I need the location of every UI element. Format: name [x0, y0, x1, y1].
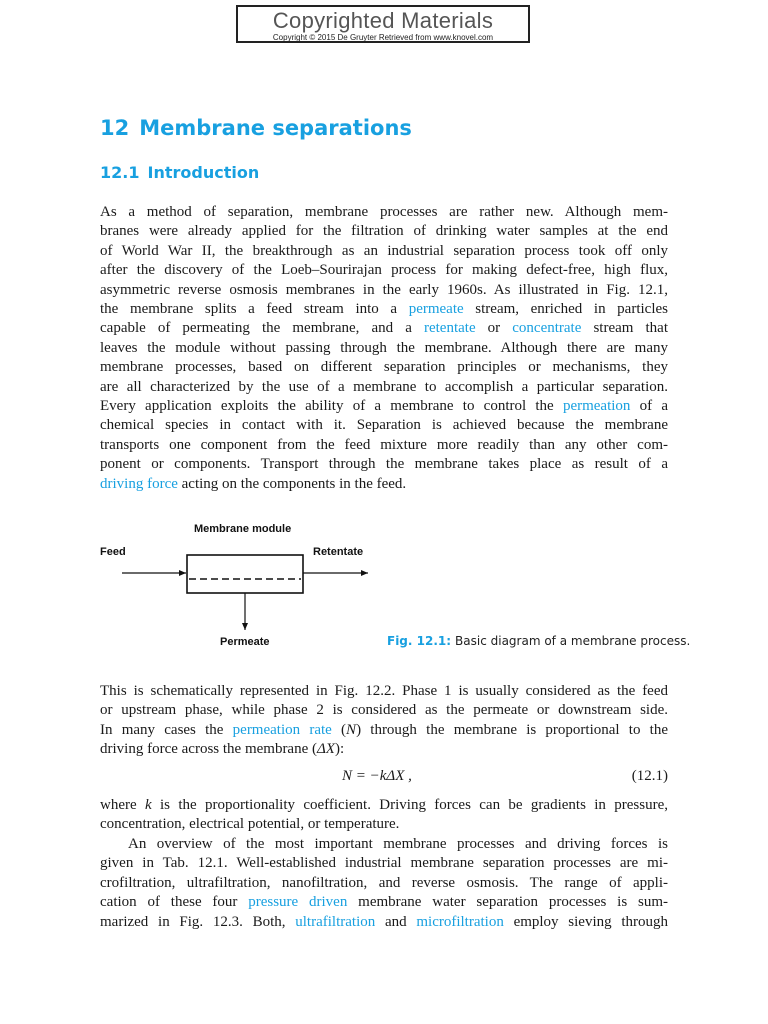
term-link: permeation [562, 398, 631, 415]
overview-paragraph [100, 835, 668, 932]
text-line: marized in Fig. 12.3. Both, ultrafiltration and microfiltration employ sieving through [100, 913, 668, 930]
equation-body: N = −kΔX , [342, 768, 412, 784]
membrane-diagram-svg [95, 515, 395, 655]
chapter-title: Membrane separations [139, 116, 412, 140]
section-number: 12.1 [100, 163, 140, 182]
text-line: asymmetric reverse osmosis membranes in the early 1960s. As illustrated in Fig. 12.1, [100, 281, 668, 298]
text-line: driving force acting on the components in the feed. [100, 475, 407, 492]
text-line: This is schematically represented in Fig. 12.2. Phase 1 is usually considered as the feed [100, 683, 668, 699]
equation-number: (12.1) [631, 768, 668, 784]
term-link: ultrafiltration [295, 913, 376, 930]
text-line: chemical species in contact with it. Separation is achieved because the membrane [100, 417, 668, 434]
text-line: capable of permeating the membrane, and a retentate or concentrate stream that [100, 320, 668, 337]
stamp-subtitle: Copyright © 2015 De Gruyter Retrieved from www.knovel.com [272, 33, 494, 42]
text-line: ponent or components. Transport through the membrane takes place as result of a [100, 456, 668, 473]
caption-number: Fig. 12.1: [387, 634, 452, 648]
text-line: driving force across the membrane (ΔX): [100, 741, 345, 758]
copyright-stamp [236, 5, 530, 43]
text-line: after the discovery of the Loeb–Sourirajan process for making defect-free, high flux, [100, 262, 668, 279]
retentate-label: Retentate [313, 546, 364, 558]
text-line: given in Tab. 12.1. Well-established industrial membrane separation processes are mi- [100, 855, 668, 872]
text-line: are all characterized by the use of a membrane to accomplish a particular separation. [100, 378, 668, 395]
coefficient-paragraph [100, 796, 668, 835]
term-link: retentate [423, 320, 476, 337]
text-line: In many cases the permeation rate (N) through the membrane is proportional to the [100, 721, 669, 738]
text-line: Every application exploits the ability of a membrane to control the permeation of a [100, 398, 669, 415]
text-line: the membrane splits a feed stream into a permeate stream, enriched in particles [100, 301, 668, 318]
text-line: transports one component from the feed mixture more readily than any other com- [100, 436, 668, 453]
term-link: microfiltration [416, 913, 504, 930]
schematic-paragraph [100, 682, 668, 760]
figure-caption [387, 634, 690, 648]
text-line: As a method of separation, membrane processes are rather new. Although mem- [100, 204, 668, 220]
term-link: permeate [408, 301, 464, 318]
text-line: leaves the module without passing through the membrane. Although there are many [100, 339, 668, 356]
caption-text: Basic diagram of a membrane process. [455, 634, 691, 648]
equation-12-1 [100, 768, 668, 788]
term-link: pressure driven [248, 894, 348, 911]
stamp-title: Copyrighted Materials [272, 8, 494, 33]
intro-paragraph [100, 203, 668, 494]
section-title: Introduction [147, 163, 260, 182]
text-line: branes were already applied for the filtration of drinking water samples at the end [100, 223, 668, 240]
text-line: or upstream phase, while phase 2 is considered as the permeate or downstream side. [100, 702, 668, 719]
term-link: concentrate [512, 320, 582, 337]
term-link: permeation rate [232, 721, 332, 738]
text-line: crofiltration, ultrafiltration, nanofiltration, and reverse osmosis. The range of appli- [100, 874, 668, 891]
text-line: An overview of the most important membrane processes and driving forces is [128, 836, 668, 852]
chapter-heading [100, 116, 412, 140]
chapter-number: 12 [100, 116, 130, 140]
feed-label: Feed [100, 546, 126, 558]
membrane-diagram [95, 515, 395, 655]
module-label: Membrane module [194, 523, 292, 535]
text-line: cation of these four pressure driven membrane water separation processes is sum- [100, 894, 668, 911]
term-link: driving force [100, 475, 178, 492]
text-line: membrane processes, based on different separation principles or mechanisms, they [100, 359, 668, 376]
permeate-label: Permeate [220, 636, 270, 648]
text-line: concentration, electrical potential, or temperature. [100, 816, 400, 833]
text-line: where k is the proportionality coefficient. Driving forces can be gradients in pressure, [100, 797, 668, 813]
module-box [187, 555, 303, 593]
section-heading [100, 163, 259, 182]
text-line: of World War II, the breakthrough as an industrial separation process took off only [100, 242, 668, 259]
